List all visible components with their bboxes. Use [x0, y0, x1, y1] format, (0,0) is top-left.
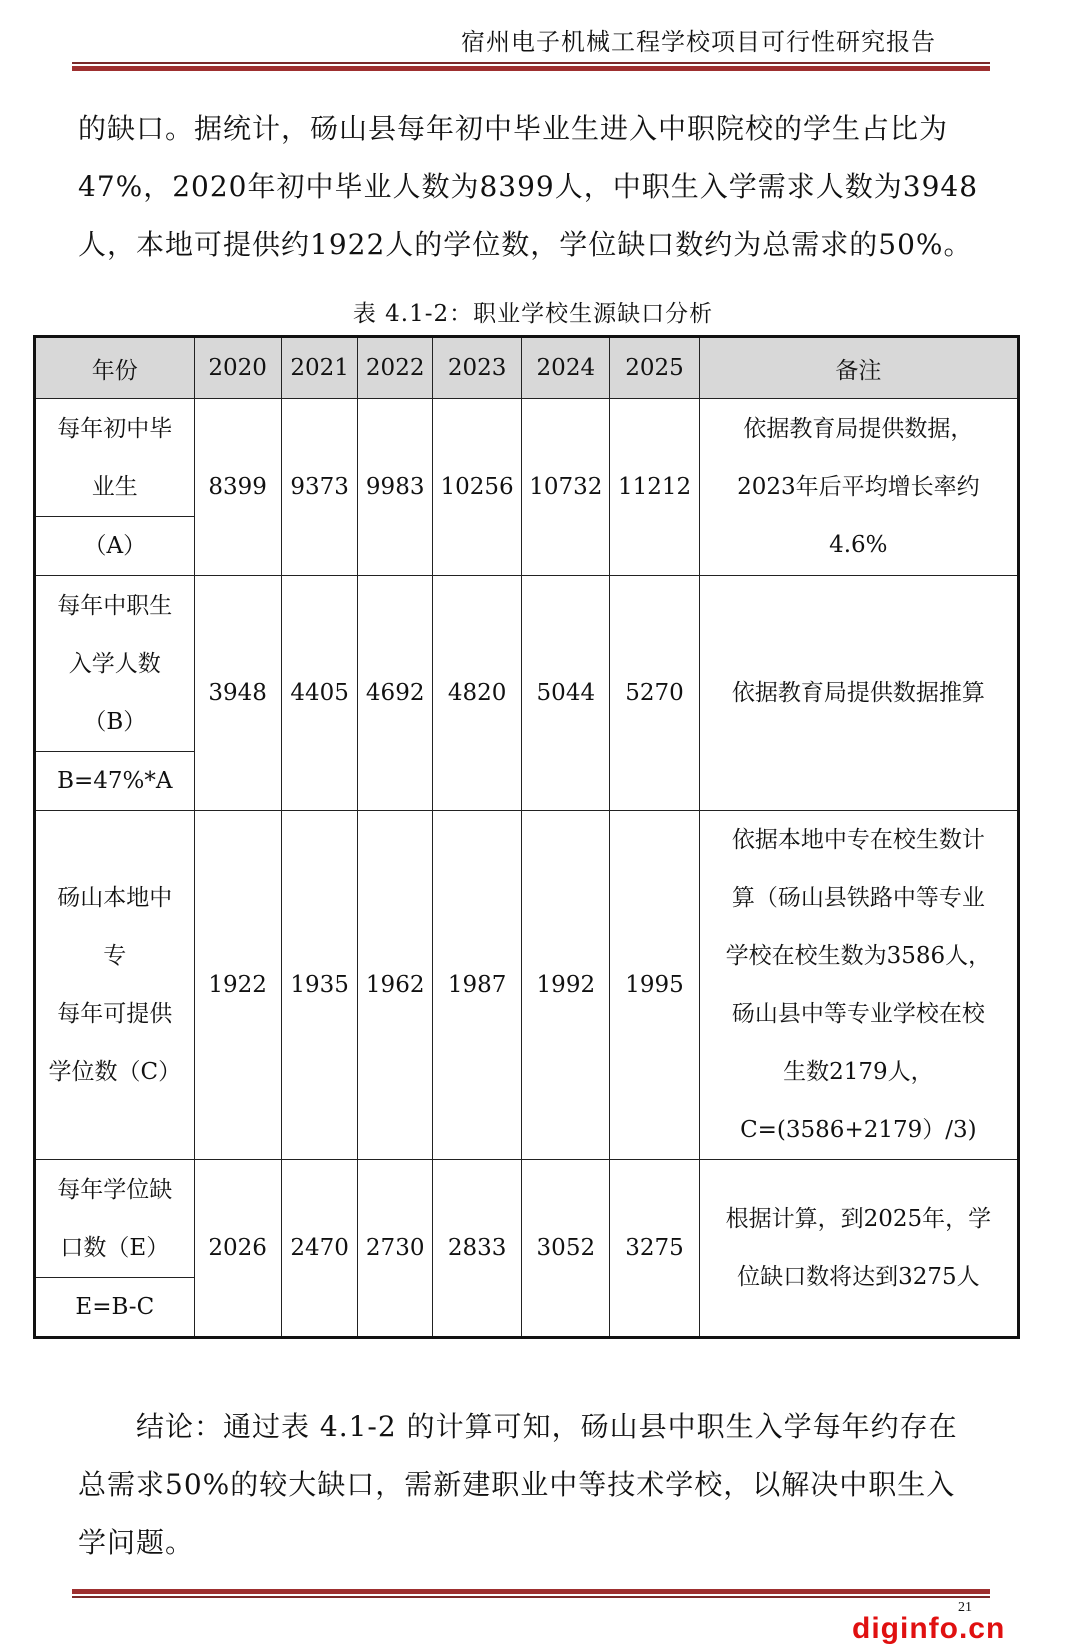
note-line: 位缺口数将达到3275人 [737, 1264, 980, 1290]
value-cell: 1962 [358, 811, 433, 1160]
note-cell [699, 399, 1018, 576]
value-cell: 4820 [432, 576, 521, 811]
table-row [35, 399, 1019, 517]
header-title: 宿州电子机械工程学校项目可行性研究报告 [461, 28, 936, 56]
value-cell: 1987 [432, 811, 521, 1160]
row-formula-cell: （A） [35, 517, 195, 576]
note-line: 砀山县中等专业学校在校 [731, 1001, 985, 1027]
note-line: 根据计算，到2025年，学 [725, 1206, 992, 1232]
value-cell: 9373 [281, 399, 358, 576]
header-cell: 2021 [281, 337, 358, 399]
value-cell: 2026 [194, 1160, 281, 1338]
value-cell: 5044 [522, 576, 610, 811]
header-rule-thick [72, 66, 990, 71]
row-label-line: （B） [83, 708, 147, 735]
value-cell: 4405 [281, 576, 358, 811]
note-cell [699, 811, 1018, 1160]
table-caption: 表 4.1-2：职业学校生源缺口分析 [352, 301, 714, 327]
page-number: 21 [958, 1600, 972, 1615]
row-label-cell [35, 399, 195, 517]
footer-rule-thin [72, 1596, 990, 1598]
value-cell: 9983 [358, 399, 433, 576]
gap-analysis-table [33, 335, 1020, 1339]
value-cell: 8399 [194, 399, 281, 576]
table-row [35, 576, 1019, 752]
value-cell: 1992 [522, 811, 610, 1160]
row-label-cell [35, 1160, 195, 1278]
note-line: 4.6% [829, 532, 888, 558]
value-cell: 4692 [358, 576, 433, 811]
row-label-line: 专 [103, 943, 127, 969]
row-label-line: 口数（E） [60, 1234, 170, 1261]
value-cell: 3052 [522, 1160, 610, 1338]
header-cell: 年份 [35, 337, 195, 399]
value-cell: 1935 [281, 811, 358, 1160]
value-cell: 5270 [610, 576, 699, 811]
watermark-logo: diginfo.cn [852, 1612, 1006, 1645]
value-cell: 2833 [432, 1160, 521, 1338]
row-label-line: 砀山本地中 [57, 885, 173, 911]
header-cell: 2024 [522, 337, 610, 399]
row-label-line: 每年中职生 [57, 592, 173, 619]
value-cell: 2730 [358, 1160, 433, 1338]
intro-paragraph: 的缺口。据统计，砀山县每年初中毕业生进入中职院校的学生占比为47%，2020年初中毕业人数为8399人，中职生入学需求人数为3948人，本地可提供约1922人的学位数，学位缺口数约为总需求的50%。 [78, 112, 979, 261]
note-cell [699, 576, 1018, 811]
note-line: 依据本地中专在校生数计 [731, 827, 985, 853]
header-cell: 2025 [610, 337, 699, 399]
note-line: 2023年后平均增长率约 [737, 474, 980, 500]
value-cell: 2470 [281, 1160, 358, 1338]
row-label-cell [35, 811, 195, 1160]
note-line: 依据教育局提供数据推算 [731, 680, 985, 706]
conclusion-paragraph: 结论：通过表 4.1-2 的计算可知，砀山县中职生入学每年约存在总需求50%的较大缺口，需新建职业中等技术学校，以解决中职生入学问题。 [78, 1410, 958, 1559]
note-line: 依据教育局提供数据， [743, 416, 974, 442]
row-label-line: 每年初中毕 [57, 415, 173, 442]
header-cell: 2022 [358, 337, 433, 399]
row-label-line: 每年可提供 [57, 1001, 173, 1027]
value-cell: 10732 [522, 399, 610, 576]
table-header-row [35, 337, 1019, 399]
row-label-line: 业生 [91, 473, 138, 500]
value-cell: 1922 [194, 811, 281, 1160]
table-row [35, 1160, 1019, 1278]
note-line: 生数2179人， [783, 1059, 934, 1085]
row-label-line: 学位数（C） [48, 1059, 182, 1085]
note-line: C=(3586+2179）/3) [740, 1117, 977, 1143]
value-cell: 10256 [432, 399, 521, 576]
row-formula-cell: E=B-C [35, 1278, 195, 1338]
header-cell: 2023 [432, 337, 521, 399]
row-formula-cell: B=47%*A [35, 752, 195, 811]
header-rule-thin [72, 62, 990, 64]
note-line: 算（砀山县铁路中等专业 [731, 885, 985, 911]
note-line: 学校在校生数为3586人， [725, 943, 992, 969]
value-cell: 3275 [610, 1160, 699, 1338]
value-cell: 3948 [194, 576, 281, 811]
value-cell: 1995 [610, 811, 699, 1160]
row-label-line: 每年学位缺 [57, 1176, 173, 1203]
header-cell: 备注 [699, 337, 1018, 399]
table-row [35, 811, 1019, 1160]
row-label-cell [35, 576, 195, 752]
row-label-line: 入学人数 [68, 650, 161, 677]
header-cell: 2020 [194, 337, 281, 399]
value-cell: 11212 [610, 399, 699, 576]
note-cell [699, 1160, 1018, 1338]
footer-rule-thick [72, 1589, 990, 1594]
